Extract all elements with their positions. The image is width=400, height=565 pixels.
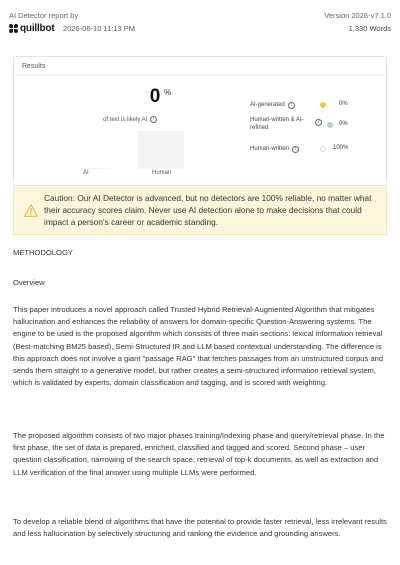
legend-label — [250, 145, 299, 153]
tick-label-ai: AI — [83, 170, 89, 176]
brand-name: quillbot — [20, 23, 55, 34]
legend-dot-ai-refined — [327, 122, 333, 128]
version-label: Version 2026-v7.1.0 — [324, 11, 391, 20]
paragraph: To develop a reliable blend of algorithms that have the potential to provide faster retrieval, less irrelevant results and less hallucination by selectively structuring and ranking the evidence and grounding answers. — [13, 517, 387, 539]
info-icon[interactable]: i — [288, 102, 295, 109]
legend-label-text: Human-written — [250, 146, 290, 152]
legend-value: 100% — [333, 145, 349, 151]
caution-text: Caution: Our AI Detector is advanced, but no detectors are 100% reliable, no matter what their accuracy scores claim. Never use AI detection alone to make decisions that could impact a person's career or academic standing. — [44, 193, 372, 227]
percent-sign: % — [164, 88, 172, 97]
paragraph: The proposed algorithm consists of two major phases training/Indexing phase and query/retrieval phase. In the first phase, the set of data is prepared, enriched, classified and tagged and scored. Second phase – user question classification, narrowing of the search space, retrieval of top-k documents, as well as extraction and LLM verification of the final answer using multiple LLMs were performed. — [13, 431, 385, 477]
paragraph: This paper introduces a novel approach called Trusted Hybrid Retrieval-Augmented Algorithm that mitigates hallucination and enhances the reliability of answers for domain-specific Question-Answering systems. The engine to be used is the proposed algorithm which consists of three main sections: lexical information retrieval (Best-matching BM25 based), Semi-Structured IR and LLM based contextual understanding. The difference is this approach does not involve a giant "passage RAG" that fetches passages from an unstructured corpus and sends them straight to a generative model, but rather creates a semi-structured information retrieval system, which is validated by experts, domain classification and tagging, and is scored with weighting. — [13, 305, 384, 388]
section-subheading: Overview — [13, 278, 45, 287]
info-icon[interactable]: i — [150, 116, 157, 123]
legend-label — [250, 116, 320, 132]
bar-human — [138, 131, 184, 169]
info-icon[interactable]: i — [292, 146, 299, 153]
bar-ai — [80, 168, 110, 169]
ai-percentage — [110, 86, 200, 110]
report-header — [0, 0, 400, 44]
report-date: 2026-06-10 11:13 PM — [63, 24, 135, 33]
caption-text: of text is likely AI — [103, 116, 148, 123]
legend-dot-human-written — [320, 146, 326, 152]
brand — [9, 23, 55, 34]
info-icon[interactable]: i — [315, 119, 322, 126]
report-by-label: AI Detector report by — [9, 11, 79, 20]
caution-banner — [13, 185, 387, 235]
legend-dot-ai-generated — [320, 102, 326, 108]
results-title: Results — [22, 63, 46, 70]
word-count: 1,330 Words — [348, 24, 391, 33]
results-divider — [14, 75, 386, 76]
legend-value: 0% — [339, 121, 348, 127]
ai-human-bar-chart — [70, 122, 200, 178]
legend-label-text: AI-generated — [250, 102, 285, 108]
tick-label-human: Human — [152, 170, 172, 176]
quillbot-logo-icon — [9, 24, 18, 33]
legend-label-text: Human-written & AI-refined — [250, 117, 304, 131]
section-heading: METHODOLOGY — [13, 248, 73, 257]
ai-percentage-value: 0 — [149, 86, 161, 107]
legend-value: 0% — [339, 101, 348, 107]
legend-label — [250, 101, 295, 109]
warning-icon — [24, 204, 38, 217]
